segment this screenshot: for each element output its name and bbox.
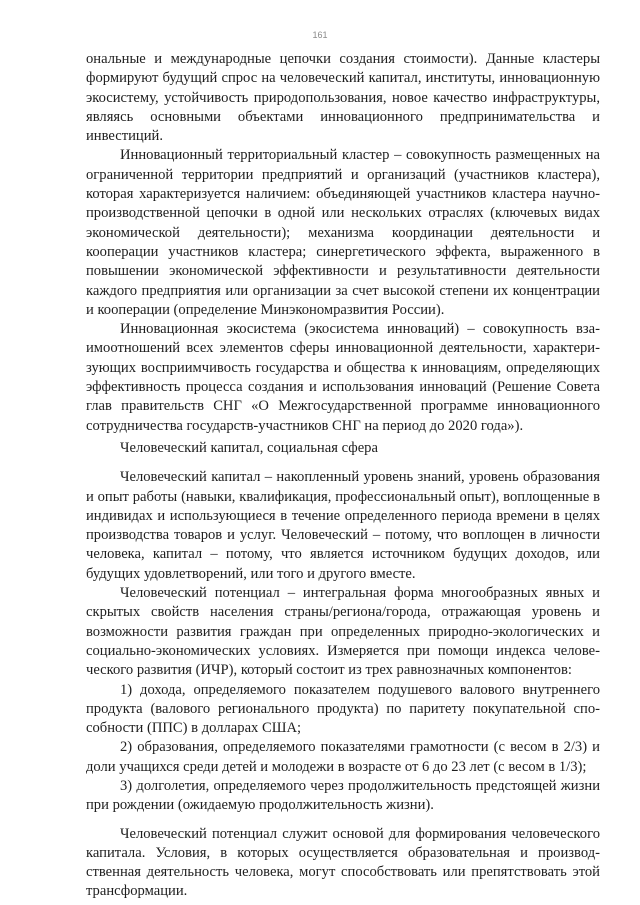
paragraph-human-potential-basis: Человеческий потенциал служит основой для формирования человеческого капитала. Условия, в которых осуществляется образовательная и производственная деятельность человека, могут способствовать или препятствовать этой трансформации. [86,825,600,900]
section-heading-human-capital: Человеческий капитал, социальная сфера [120,439,378,456]
list-item-education: 2) образования, определяемого показателями грамотности (с весом в 2/3) и доли учащихся среди детей и молодежи в возрасте от 6 до 23 лет (с весом в 1/3); [86,739,600,775]
list-item-longevity: 3) долголетия, определяемого через продолжительность предстоящей жизни при рождении (ожидаемую продолжительность жизни). [86,777,600,814]
document-body [86,50,600,902]
paragraph-human-capital-definition: Человеческий капитал – накопленный уровень знаний, уровень образования и опыт работы (навыки, квалификация, профессиональный опыт), воплощенные в индивидах и использующиеся в течение определенного периода времени в целях производства товаров и услуг. Человеческий – потому, что воплощен в личности человека, капитал – потому, что является источником будущих доходов, или будущих удовлетворений, или того и другого вместе. [86,469,600,582]
list-item-income: 1) дохода, определяемого показателем подушевого валового внутреннего продукта (валового регионального продукта) по паритету покупательной способности (ППС) в долларах США; [86,681,600,737]
page-number: 161 [312,30,328,40]
paragraph-innovation-ecosystem: Инновационная экосистема (экосистема инноваций) – совокупность взаимоотношений всех элементов сферы инновационной деятельности, характеризующих восприимчивость государства и общества к инновациям, определяющих эффективность процесса создания и использования инноваций (Решение Совета глав правительств СНГ «О Межгосударственной программе инновaционного сотрудничества государств-участников СНГ на период до 2020 года»). [86,321,600,434]
paragraph-human-potential-definition: Человеческий потенциал – интегральная форма многообразных явных и скрытых свойств населения страны/региона/города, отражающая уровень и возможности развития граждан при определенных природно-экологических и социально-экономических условиях. Измеряется при помощи индекса человеческого развития (ИЧР), который состоит из трех равнозначных компонентов: [86,585,600,679]
paragraph-clusters-continuation: ональные и международные цепочки создания стоимости). Данные кластеры формируют будущий спрос на человеческий капитал, институты, инновационную экосистему, устойчивость природопользования, новое качество инфраструктуры, являясь основными объектами инновационного предпринимательства и инвестиций. [86,51,600,145]
paragraph-innovation-territorial-cluster: Инновационный территориальный кластер – совокупность размещенных на ограниченной территории предприятий и организаций (участников кластера), которая характеризуется наличием: объединяющей участников кластера научно-производственной цепочки в одной или нескольких отраслях (ключевых видах экономической деятельности); механизма координации деятельности и кооперации участников кластера; синергетического эффекта, выраженного в повышении экономической эффективности и результативности деятельности каждого предприятия или организации за счет высокой степени их концентрации и кооперации (определение Минэкономразвития России). [86,147,600,318]
